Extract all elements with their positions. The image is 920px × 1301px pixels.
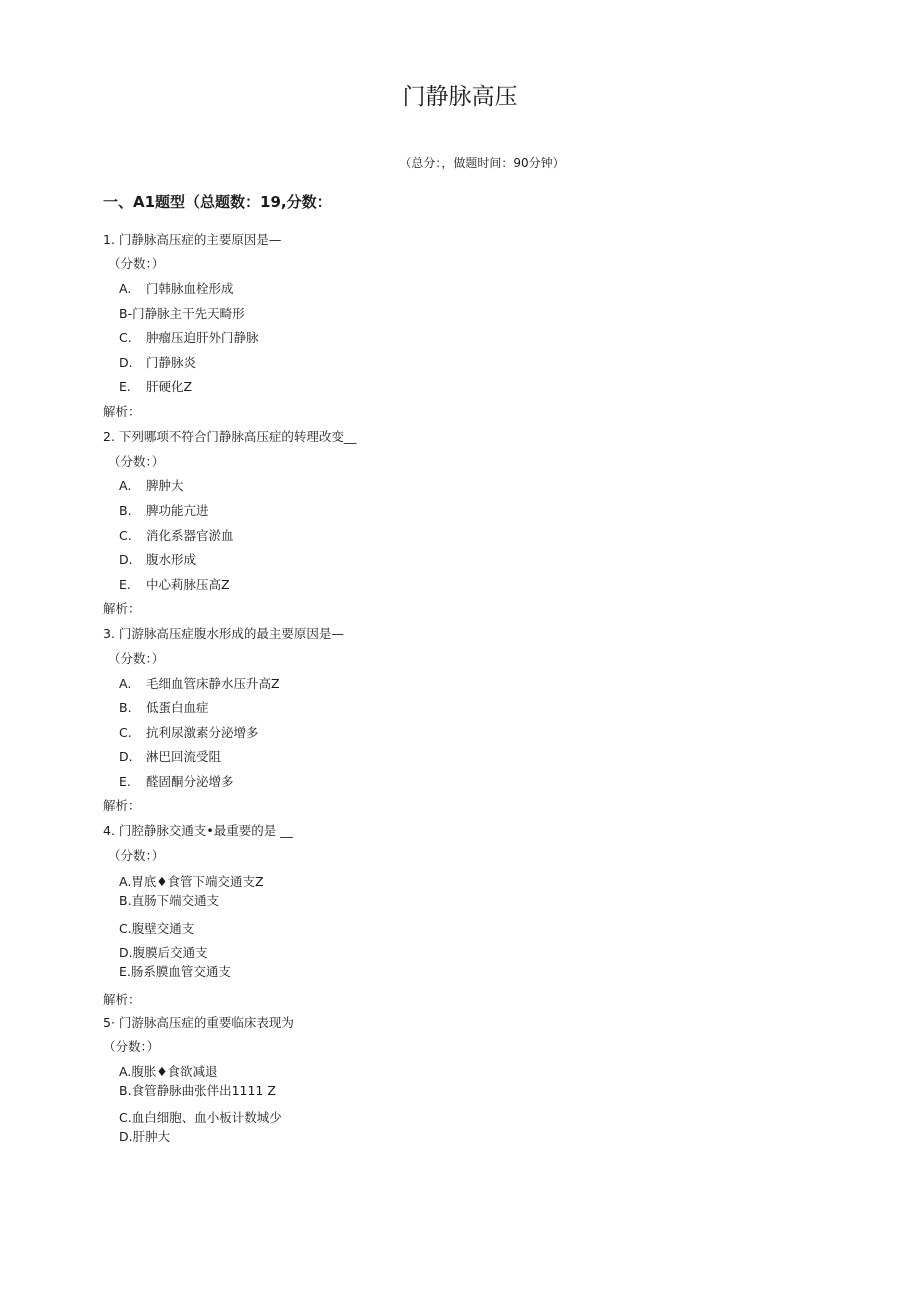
option-text: 腹膜后交通支 bbox=[132, 945, 208, 960]
option-letter: D. bbox=[119, 552, 133, 567]
option-text: 低蛋白血症 bbox=[146, 700, 209, 715]
option-text: 脾功能亢进 bbox=[146, 503, 209, 518]
question-stem: 1. 门静脉高压症的主要原因是— bbox=[103, 232, 282, 247]
option-text: 淋巴回流受阻 bbox=[146, 749, 222, 764]
question-stem: 4. 门腔静脉交通支•最重要的是 __ bbox=[103, 823, 293, 838]
option-text: 门静脉主干先天畸形 bbox=[132, 306, 245, 321]
option-c bbox=[119, 727, 259, 740]
option-letter: C. bbox=[119, 330, 132, 345]
option-b bbox=[119, 895, 219, 908]
question-score: （分数：） bbox=[108, 651, 165, 666]
option-text: 毛细血管床静水压升高Z bbox=[146, 676, 280, 691]
option-text: 食管静脉曲张伴出1111 Z bbox=[131, 1083, 276, 1098]
option-text: 腹胀♦食欲减退 bbox=[131, 1064, 218, 1079]
option-text: 肿瘤压迫肝外门静脉 bbox=[146, 330, 259, 345]
option-letter: C. bbox=[119, 921, 132, 936]
option-d bbox=[119, 751, 221, 764]
option-text: 腹水形成 bbox=[146, 552, 197, 567]
option-text: 肝硬化Z bbox=[146, 379, 193, 394]
option-letter: D. bbox=[119, 1129, 133, 1144]
question-stem: 3. 门游脉高压症腹水形成的最主要原因是— bbox=[103, 626, 344, 641]
option-e bbox=[119, 579, 230, 592]
option-a bbox=[119, 876, 264, 889]
page-title: 门静脉高压 bbox=[402, 84, 518, 110]
option-text: 肠系膜血管交通支 bbox=[130, 964, 231, 979]
option-letter: B. bbox=[119, 1083, 132, 1098]
option-c bbox=[119, 923, 194, 936]
option-letter: E. bbox=[119, 964, 131, 979]
option-c bbox=[119, 1112, 282, 1125]
option-a bbox=[119, 283, 234, 296]
option-text: 肝肿大 bbox=[132, 1129, 171, 1144]
option-d bbox=[119, 947, 208, 960]
option-letter: B. bbox=[119, 700, 132, 715]
option-letter: C. bbox=[119, 528, 132, 543]
option-a bbox=[119, 1066, 218, 1079]
option-d bbox=[119, 357, 196, 370]
analysis-label: 解析： bbox=[103, 992, 141, 1007]
option-letter: B- bbox=[119, 306, 133, 321]
option-e bbox=[119, 966, 231, 979]
option-a bbox=[119, 678, 280, 691]
option-text: 消化系器官淤血 bbox=[146, 528, 234, 543]
option-b bbox=[119, 702, 209, 715]
option-letter: A. bbox=[119, 676, 132, 691]
option-d bbox=[119, 1131, 170, 1144]
option-c bbox=[119, 530, 234, 543]
option-text: 醛固酮分泌增多 bbox=[146, 774, 234, 789]
option-text: 抗利尿激素分泌增多 bbox=[146, 725, 259, 740]
option-b bbox=[119, 308, 245, 321]
section-heading: 一、A1题型（总题数：19,分数： bbox=[103, 193, 332, 211]
option-letter: C. bbox=[119, 1110, 132, 1125]
option-letter: D. bbox=[119, 945, 133, 960]
option-letter: D. bbox=[119, 355, 133, 370]
question-score: （分数：） bbox=[103, 1039, 160, 1054]
option-text: 腹壁交通支 bbox=[131, 921, 195, 936]
option-c bbox=[119, 332, 259, 345]
question-score: （分数：） bbox=[108, 454, 165, 469]
analysis-label: 解析： bbox=[103, 601, 141, 616]
page-subtitle: （总分：，做题时间：90分钟） bbox=[399, 156, 565, 170]
option-e bbox=[119, 776, 234, 789]
option-letter: E. bbox=[119, 379, 131, 394]
option-letter: B. bbox=[119, 893, 132, 908]
question-score: （分数：） bbox=[108, 256, 165, 271]
option-text: 门静脉炎 bbox=[146, 355, 197, 370]
question-stem: 5· 门游脉高压症的重要临床表现为 bbox=[103, 1015, 294, 1030]
option-e bbox=[119, 381, 192, 394]
option-letter: A. bbox=[119, 874, 132, 889]
option-b bbox=[119, 505, 209, 518]
question-stem: 2. 下列哪项不符合门静脉高压症的转理改变__ bbox=[103, 429, 357, 444]
option-text: 脾肿大 bbox=[146, 478, 184, 493]
analysis-label: 解析： bbox=[103, 404, 141, 419]
option-letter: B. bbox=[119, 503, 132, 518]
option-letter: D. bbox=[119, 749, 133, 764]
analysis-label: 解析： bbox=[103, 798, 141, 813]
option-d bbox=[119, 554, 196, 567]
option-b bbox=[119, 1085, 276, 1098]
option-letter: E. bbox=[119, 577, 131, 592]
option-a bbox=[119, 480, 184, 493]
option-text: 门韩脉血栓形成 bbox=[146, 281, 234, 296]
option-text: 中心莉脉压高Z bbox=[146, 577, 230, 592]
option-letter: E. bbox=[119, 774, 131, 789]
option-letter: A. bbox=[119, 281, 132, 296]
option-text: 胃底♦食管下端交通支Z bbox=[131, 874, 264, 889]
option-letter: C. bbox=[119, 725, 132, 740]
option-text: 血白细胞、血小板计数城少 bbox=[131, 1110, 282, 1125]
question-score: （分数：） bbox=[108, 848, 165, 863]
option-letter: A. bbox=[119, 1064, 132, 1079]
option-text: 直肠下端交通支 bbox=[131, 893, 220, 908]
option-letter: A. bbox=[119, 478, 132, 493]
